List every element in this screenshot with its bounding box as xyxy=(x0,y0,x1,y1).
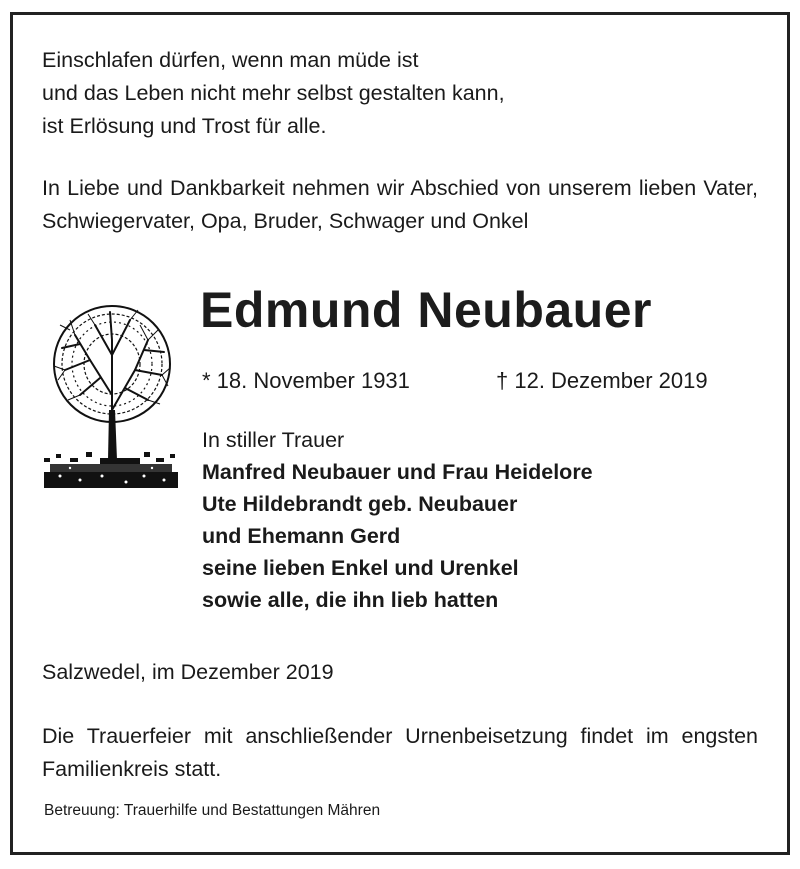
mourner-line-4: seine lieben Enkel und Urenkel xyxy=(202,556,519,580)
place-date: Salzwedel, im Dezember 2019 xyxy=(42,660,334,684)
intro-text: In Liebe und Dankbarkeit nehmen wir Abschied von unserem lieben Vater, Schwiegervater, Opa, Bruder, Schwager und Onkel xyxy=(42,176,758,233)
poem xyxy=(42,44,505,143)
mourner-line-3: und Ehemann Gerd xyxy=(202,524,401,548)
birth-date: * 18. November 1931 xyxy=(202,368,410,393)
tree-icon xyxy=(40,300,182,492)
mourners-heading: In stiller Trauer xyxy=(202,428,345,452)
mourner-line-5: sowie alle, die ihn lieb hatten xyxy=(202,588,499,612)
mourners-block xyxy=(202,424,593,616)
poem-line-3: ist Erlösung und Trost für alle. xyxy=(42,114,327,138)
poem-line-2: und das Leben nicht mehr selbst gestalten kann, xyxy=(42,81,505,105)
deceased-name: Edmund Neubauer xyxy=(200,282,652,338)
mourner-line-2: Ute Hildebrandt geb. Neubauer xyxy=(202,492,518,516)
mourner-line-1: Manfred Neubauer und Frau Heidelore xyxy=(202,460,593,484)
ceremony-text: Die Trauerfeier mit anschließender Urnenbeisetzung findet im engsten Familienkreis statt. xyxy=(42,724,758,781)
undertaker-credit: Betreuung: Trauerhilfe und Bestattungen Mähren xyxy=(44,802,381,819)
poem-line-1: Einschlafen dürfen, wenn man müde ist xyxy=(42,48,419,72)
death-date: † 12. Dezember 2019 xyxy=(496,368,708,393)
